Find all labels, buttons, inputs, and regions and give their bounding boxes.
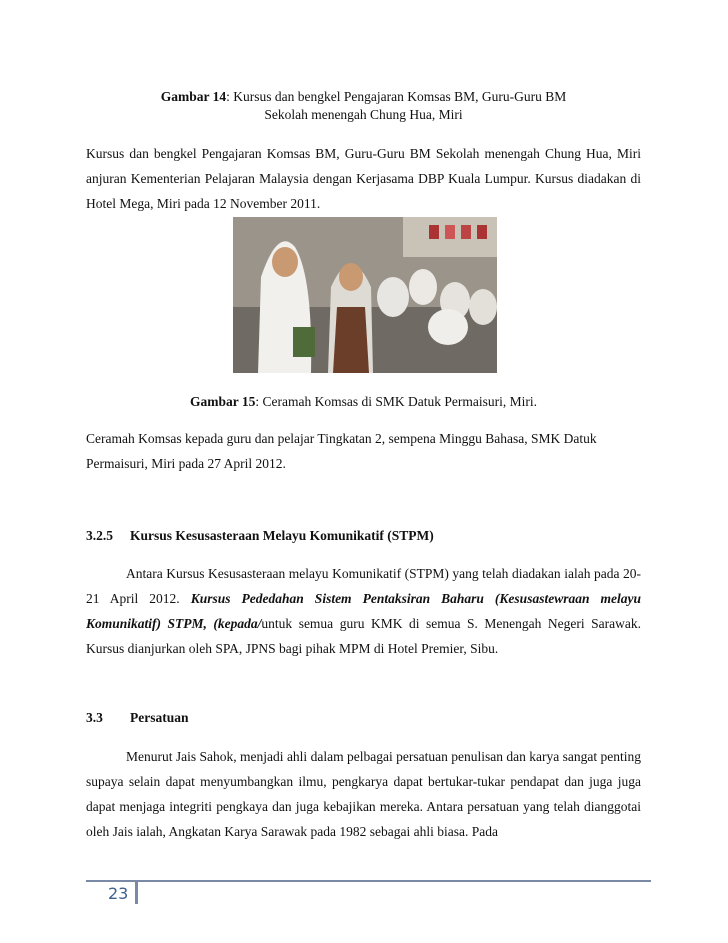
- paragraph-kursus-stpm-emphasis: Kursus Pededahan Sistem Pentaksiran Baharu (Kesusastewraan melayu Komunikatif) STPM, (kepada/: [86, 591, 641, 631]
- paragraph-kursus-stpm-part1: Antara Kursus Kesusasteraan melayu Komunikatif (STPM) yang telah diadakan ialah pada 20-21 April 2012.: [86, 566, 641, 606]
- figure-14-text: : Kursus dan bengkel Pengajaran Komsas BM, Guru-Guru BM: [226, 89, 567, 104]
- figure-15-text: : Ceramah Komsas di SMK Datuk Permaisuri, Miri.: [255, 394, 537, 409]
- figure-15-label: Gambar 15: [190, 394, 256, 409]
- section-3-3-title: Persatuan: [130, 710, 189, 725]
- section-3-2-5-number: 3.2.5: [86, 528, 113, 543]
- figure-15-caption: [86, 393, 641, 411]
- ceramah-komsas-photo: [233, 217, 497, 373]
- figure-14-caption: [86, 88, 641, 124]
- page-number-divider: [135, 882, 138, 904]
- paragraph-kursus-stpm-part2: untuk semua guru KMK di semua S. Menengah Negeri Sarawak. Kursus dianjurkan oleh SPA, JPNS bagi pihak MPM di Hotel Premier, Sibu.: [86, 616, 641, 656]
- paragraph-ceramah-komsas: Ceramah Komsas kepada guru dan pelajar Tingkatan 2, sempena Minggu Bahasa, SMK Datuk Permaisuri, Miri pada 27 April 2012.: [86, 431, 597, 471]
- figure-14-label: Gambar 14: [160, 89, 227, 104]
- figure-14-caption-line2: Sekolah menengah Chung Hua, Miri: [264, 107, 463, 122]
- footer-rule: [86, 880, 651, 882]
- section-3-2-5-heading: [86, 528, 434, 544]
- section-3-3-heading: [86, 710, 189, 726]
- section-3-2-5-title: Kursus Kesusasteraan Melayu Komunikatif (STPM): [130, 528, 434, 543]
- paragraph-persatuan: Menurut Jais Sahok, menjadi ahli dalam pelbagai persatuan penulisan dan karya sangat penting supaya selain dapat menyumbangkan ilmu, pengkarya dapat bertukar-tukar pendapat dan juga juga dapat menjaga integriti pengkaya dan juga kebajikan mereka. Antara persatuan yang telah dianggotai oleh Jais ialah, Angkatan Karya Sarawak pada 1982 sebagai ahli biasa. Pada: [86, 749, 641, 839]
- paragraph-kursus-stpm: [86, 561, 641, 661]
- section-3-3-number: 3.3: [86, 710, 103, 725]
- paragraph-kursus-chung-hua: Kursus dan bengkel Pengajaran Komsas BM, Guru-Guru BM Sekolah menengah Chung Hua, Miri anjuran Kementerian Pelajaran Malaysia dengan Kerjasama DBP Kuala Lumpur. Kursus diadakan di Hotel Mega, Miri pada 12 November 2011.: [86, 146, 641, 211]
- page-number: 23: [108, 884, 129, 903]
- photo-image: [233, 217, 497, 373]
